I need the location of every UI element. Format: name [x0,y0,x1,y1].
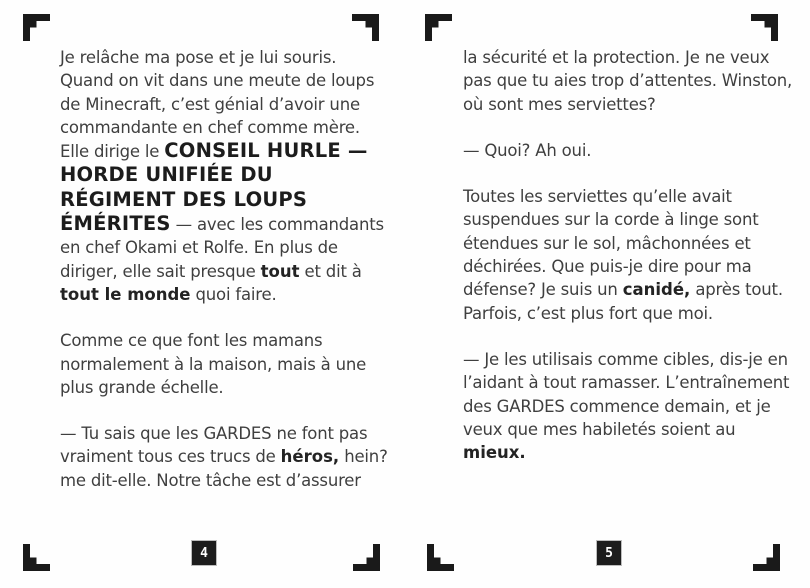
paragraph [463,348,795,464]
pixel-corner-bracket-icon [425,14,452,41]
paragraph [60,329,392,399]
text-run: Comme ce que font les mamans normalement à la maison, mais à une plus grande échelle. [60,331,367,397]
pixel-corner-bracket-icon [751,14,778,41]
pixel-corner-bracket-icon [23,14,50,41]
page-number-right: 5 [597,541,621,565]
text-run: et dit à [299,261,362,281]
text-run: — avec les commandants en chef Okami et Rolfe. En plus de diriger, elle sait presque [60,215,384,281]
text-run: — Je les utilisais comme cibles, dis-je en l’aidant à tout ramasser. L’entraînement des GARDES commence demain, et je veux que mes habiletés soient au [463,349,790,439]
page-right [463,46,795,464]
paragraph [463,139,795,162]
bold-text-run: canidé, [622,280,691,300]
text-run: — Tu sais que les GARDES ne font pas vraiment tous ces trucs de [60,424,368,467]
text-run: — Quoi? Ah oui. [463,140,592,160]
paragraph [463,46,795,116]
pixel-corner-bracket-icon [353,544,380,571]
paragraph [463,185,795,325]
page-text [463,46,795,464]
text-run: la sécurité et la protection. Je ne veux pas que tu aies trop d’attentes. Winston, où sont mes serviettes? [463,48,793,114]
page-text [60,46,392,492]
pixel-corner-bracket-icon [753,544,780,571]
bold-text-run: CONSEIL HURLE — HORDE UNIFIÉE DU RÉGIMENT DES LOUPS ÉMÉRITES [60,139,368,236]
pixel-corner-bracket-icon [352,14,379,41]
pixel-corner-bracket-icon [23,544,50,571]
text-run: Je relâche ma pose et je lui souris. Quand on vit dans une meute de loups de Minecraft, c’est génial d’avoir une commandante en chef comme mère. Elle dirige le [60,48,375,162]
page-left [60,46,392,492]
bold-text-run: héros, [280,447,340,467]
bold-text-run: tout [260,261,300,281]
text-run: quoi faire. [190,284,277,304]
paragraph [60,422,392,492]
bold-text-run: tout le monde [60,284,191,304]
page-number-left: 4 [192,541,216,565]
text-run: hein? me dit-elle. Notre tâche est d’assurer [60,447,388,490]
bold-text-run: mieux. [463,443,526,463]
pixel-corner-bracket-icon [427,544,454,571]
paragraph [60,46,392,306]
text-run: Toutes les serviettes qu’elle avait suspendues sur la corde à linge sont étendues sur le sol, mâchonnées et déchirées. Que puis-je dire pour ma défense? Je suis un [463,187,759,300]
text-run: après tout. Parfois, c’est plus fort que moi. [463,280,783,323]
